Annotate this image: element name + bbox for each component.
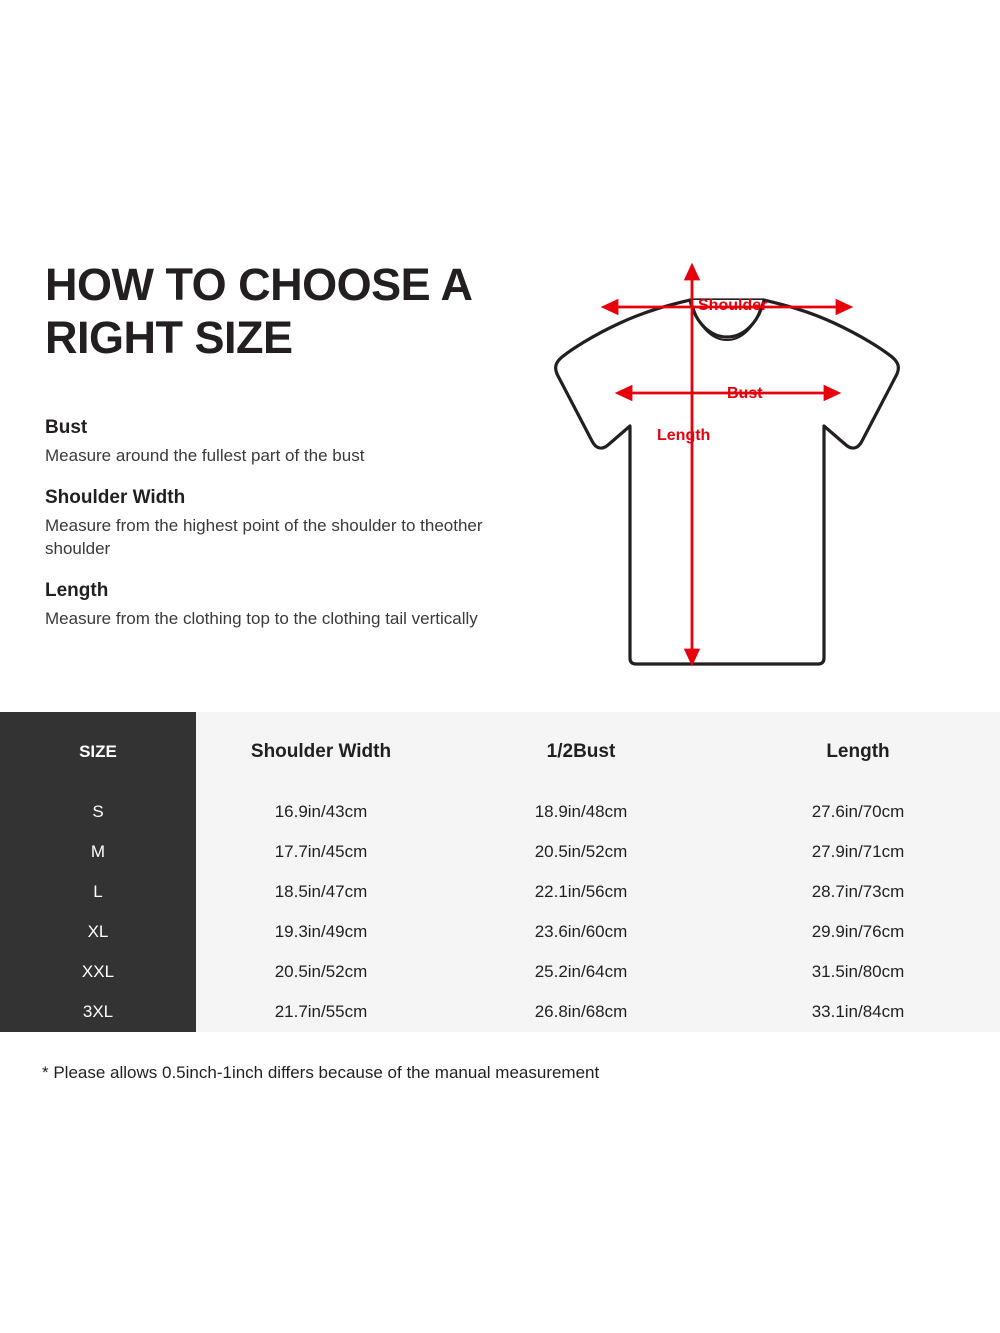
cell-size: S xyxy=(92,802,104,821)
definition-term: Bust xyxy=(45,417,88,438)
cell-length: 27.9in/71cm xyxy=(811,842,905,861)
table-row xyxy=(0,872,1000,912)
cell-length: 31.5in/80cm xyxy=(811,962,905,981)
cell-shoulder-width: 17.7in/45cm xyxy=(274,842,368,861)
cell-bust: 22.1in/56cm xyxy=(534,882,628,901)
cell-bust: 26.8in/68cm xyxy=(534,1002,628,1021)
cell-bust: 20.5in/52cm xyxy=(534,842,628,861)
cell-shoulder-width: 18.5in/47cm xyxy=(274,882,368,901)
definition-term: Shoulder Width xyxy=(45,487,186,508)
cell-size: 3XL xyxy=(82,1002,114,1021)
page-title: HOW TO CHOOSE A RIGHT SIZE xyxy=(45,259,471,363)
measurement-footnote: * Please allows 0.5inch-1inch differs because of the manual measurement xyxy=(42,1063,600,1082)
table-row xyxy=(0,792,1000,832)
cell-shoulder-width: 21.7in/55cm xyxy=(274,1002,368,1021)
cell-bust: 18.9in/48cm xyxy=(534,802,628,821)
tshirt-measurement-diagram xyxy=(500,245,970,685)
cell-length: 33.1in/84cm xyxy=(811,1002,905,1021)
size-chart-table xyxy=(0,712,1000,1032)
diagram-label-length: Length xyxy=(657,427,711,444)
cell-bust: 25.2in/64cm xyxy=(534,962,628,981)
cell-shoulder-width: 19.3in/49cm xyxy=(274,922,368,941)
column-header-size: SIZE xyxy=(79,742,117,761)
cell-size: XXL xyxy=(81,962,115,981)
table-header-row xyxy=(0,712,1000,792)
definition-shoulder-width xyxy=(45,485,525,560)
definition-description: Measure from the clothing top to the clothing tail vertically xyxy=(45,609,478,628)
cell-bust: 23.6in/60cm xyxy=(534,922,628,941)
definition-term: Length xyxy=(45,580,109,601)
definition-length xyxy=(45,578,525,630)
definition-bust xyxy=(45,415,525,467)
column-header-length: Length xyxy=(826,741,890,762)
measurement-definitions xyxy=(45,415,525,648)
table-row xyxy=(0,832,1000,872)
cell-shoulder-width: 16.9in/43cm xyxy=(274,802,368,821)
cell-size: XL xyxy=(87,922,109,941)
column-header-shoulder-width: Shoulder Width xyxy=(250,741,392,762)
table-row xyxy=(0,952,1000,992)
definition-description: Measure from the highest point of the shoulder to theother shoulder xyxy=(45,516,483,558)
cell-length: 28.7in/73cm xyxy=(811,882,905,901)
cell-length: 27.6in/70cm xyxy=(811,802,905,821)
diagram-label-shoulder: Shoulder xyxy=(698,297,768,314)
table-row xyxy=(0,912,1000,952)
diagram-label-bust: Bust xyxy=(727,385,763,402)
cell-size: L xyxy=(93,882,103,901)
size-table-section xyxy=(0,712,1000,1032)
definition-description: Measure around the fullest part of the bust xyxy=(45,446,365,465)
column-header-bust: 1/2Bust xyxy=(546,741,616,762)
cell-shoulder-width: 20.5in/52cm xyxy=(274,962,368,981)
cell-size: M xyxy=(90,842,106,861)
cell-length: 29.9in/76cm xyxy=(811,922,905,941)
table-row xyxy=(0,992,1000,1032)
